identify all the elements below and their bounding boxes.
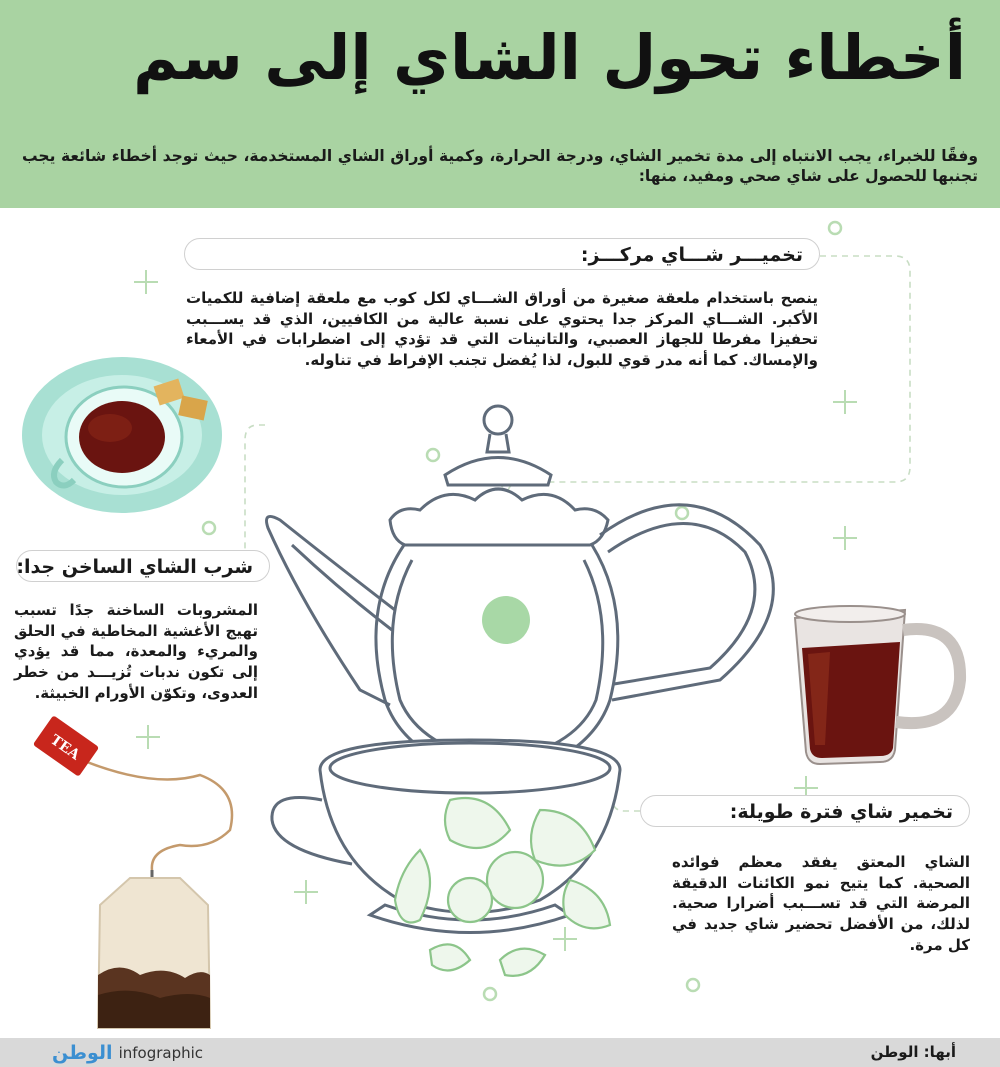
teacup-icon — [22, 357, 222, 513]
heading-very-hot-tea — [16, 550, 270, 582]
footer-bar — [0, 1038, 1000, 1067]
text-very-hot-tea: المشروبات الساخنة جدًا تسبب تهيج الأغشية المخاطية في الحلق والمريء والمعدة، مما قد يؤدي إلى تكون ندبات تُزيـــد من خطر العدوى، وتكوّن الأورام الخبيثة. — [14, 601, 258, 702]
tea-tag-label: TEA — [47, 731, 83, 764]
heading-concentrated-tea — [184, 238, 820, 270]
brand-logo — [52, 1038, 203, 1067]
heading-long-brewing — [640, 795, 970, 827]
brand-word: infographic — [118, 1043, 204, 1062]
heading-concentrated-tea-label: تخميـــر شـــاي مركـــز: — [580, 244, 803, 266]
text-long-brewing: الشاي المعتق يفقد معظم فوائده الصحية. كما يتيح نمو الكائنات الدقيقة المرضة التي قد تســـبب أضرارا صحية. لذلك، من الأفضل تحضير شاي جديد في كل مرة. — [672, 853, 970, 954]
credit-text: أبها: الوطن — [870, 1043, 956, 1061]
text-concentrated-tea: ينصح باستخدام ملعقة صغيرة من أوراق الشـــاي لكل كوب مع ملعقة إضافية للكميات الأكبر. الشـــاي المركز جدا يحتوي على نسبة عالية من الكافيين، الذي قد يســـبب تحفيزا مفرطا للجهاز العصبي، والتانينات التي قد تؤدي إلى اضطرابات في الأمعاء والإمساك. كما أنه مدر قوي للبول، لذا يُفضل تجنب الإفراط في تناوله. — [186, 289, 818, 370]
intro-text: وفقًا للخبراء، يجب الانتباه إلى مدة تخمير الشاي، ودرجة الحرارة، وكمية أوراق الشاي المستخدمة، حيث توجد أخطاء شائعة يجب تجنبها للحصول على شاي صحي ومفيد، منها: — [22, 147, 978, 186]
heading-very-hot-tea-label: شرب الشاي الساخن جدا: — [16, 556, 253, 578]
center-dot — [482, 596, 530, 644]
teapot-icon — [267, 406, 774, 780]
brand-logo-text: الوطن — [52, 1041, 113, 1064]
glass-mug-icon — [795, 606, 960, 764]
connector-line-left — [245, 425, 265, 553]
tea-bag-icon — [33, 715, 232, 1028]
heading-long-brewing-label: تخمير شاي فترة طويلة: — [729, 801, 953, 823]
page-title: أخطاء تحول الشاي إلى سم — [133, 21, 966, 94]
